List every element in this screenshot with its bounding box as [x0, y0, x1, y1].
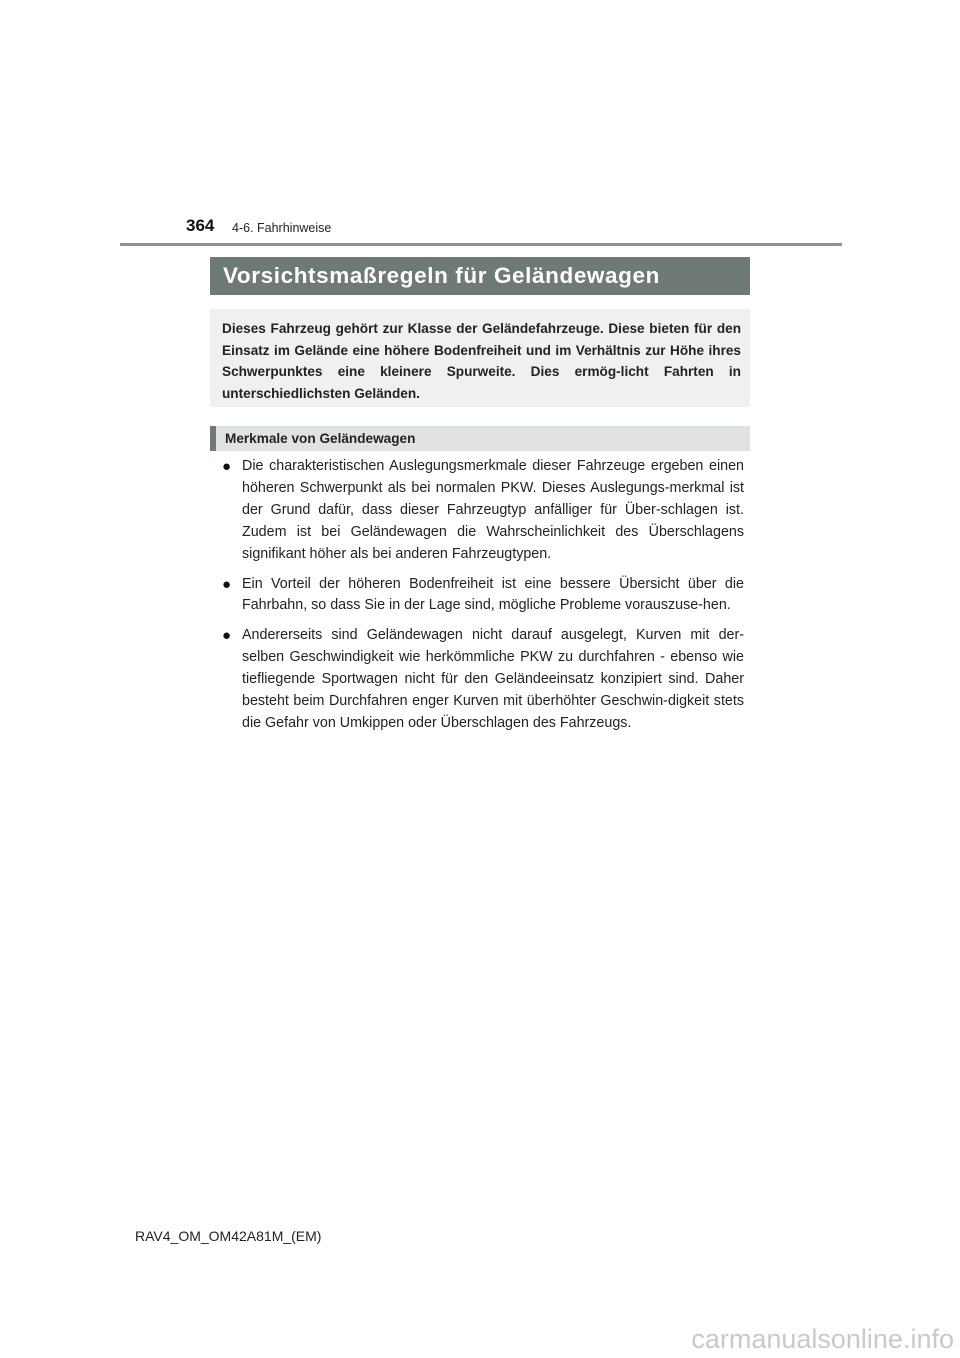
- watermark: carmanualsonline.info: [691, 1324, 954, 1354]
- footer-document-id: RAV4_OM_OM42A81M_(EM): [135, 1228, 322, 1244]
- bullet-item: [222, 625, 744, 735]
- bullet-dot-icon: ●: [222, 575, 232, 593]
- section-label: 4-6. Fahrhinweise: [232, 221, 332, 235]
- bullet-text: Ein Vorteil der höheren Bodenfreiheit ist eine bessere Übersicht über die Fahrbahn, so dass Sie in der Lage sind, mögliche Probleme vorauszuse-hen.: [242, 575, 744, 614]
- subheading: [210, 426, 750, 451]
- bullet-item: [222, 456, 744, 566]
- bullet-list: [222, 456, 744, 743]
- intro-box: [210, 309, 750, 407]
- title-bar: [210, 257, 750, 295]
- bullet-text: Andererseits sind Geländewagen nicht darauf ausgelegt, Kurven mit der-selben Geschwindigkeit wie herkömmliche PKW zu durchfahren - ebenso wie tiefliegende Sportwagen nicht für den Geländeeinsatz konzipiert sind. Daher besteht beim Durchfahren enger Kurven mit überhöhter Geschwin-digkeit stets die Gefahr von Umkippen oder Überschlagen des Fahrzeugs.: [242, 627, 744, 731]
- bullet-dot-icon: ●: [222, 627, 232, 645]
- page-title: Vorsichtsmaßregeln für Geländewagen: [223, 263, 660, 288]
- intro-text: Dieses Fahrzeug gehört zur Klasse der Geländefahrzeuge. Diese bieten für den Einsatz im Gelände eine höhere Bodenfreiheit und im Verhältnis zur Höhe ihres Schwerpunktes eine kleinere Spurweite. Dies ermög-licht Fahrten in unterschiedlichsten Geländen.: [222, 321, 741, 401]
- header-divider: [120, 243, 842, 246]
- bullet-text: Die charakteristischen Auslegungsmerkmale dieser Fahrzeuge ergeben einen höheren Schwerpunkt als bei normalen PKW. Dieses Auslegungs-merkmal ist der Grund dafür, dass dieser Fahrzeugtyp anfälliger für Über-schlagen ist. Zudem ist bei Geländewagen die Wahrscheinlichkeit des Überschlagens signifikant höher als bei anderen Fahrzeugtypen.: [242, 458, 744, 562]
- page-number: 364: [186, 216, 215, 235]
- bullet-dot-icon: ●: [222, 458, 232, 475]
- subheading-label: Merkmale von Geländewagen: [225, 431, 416, 446]
- bullet-item: [222, 574, 744, 618]
